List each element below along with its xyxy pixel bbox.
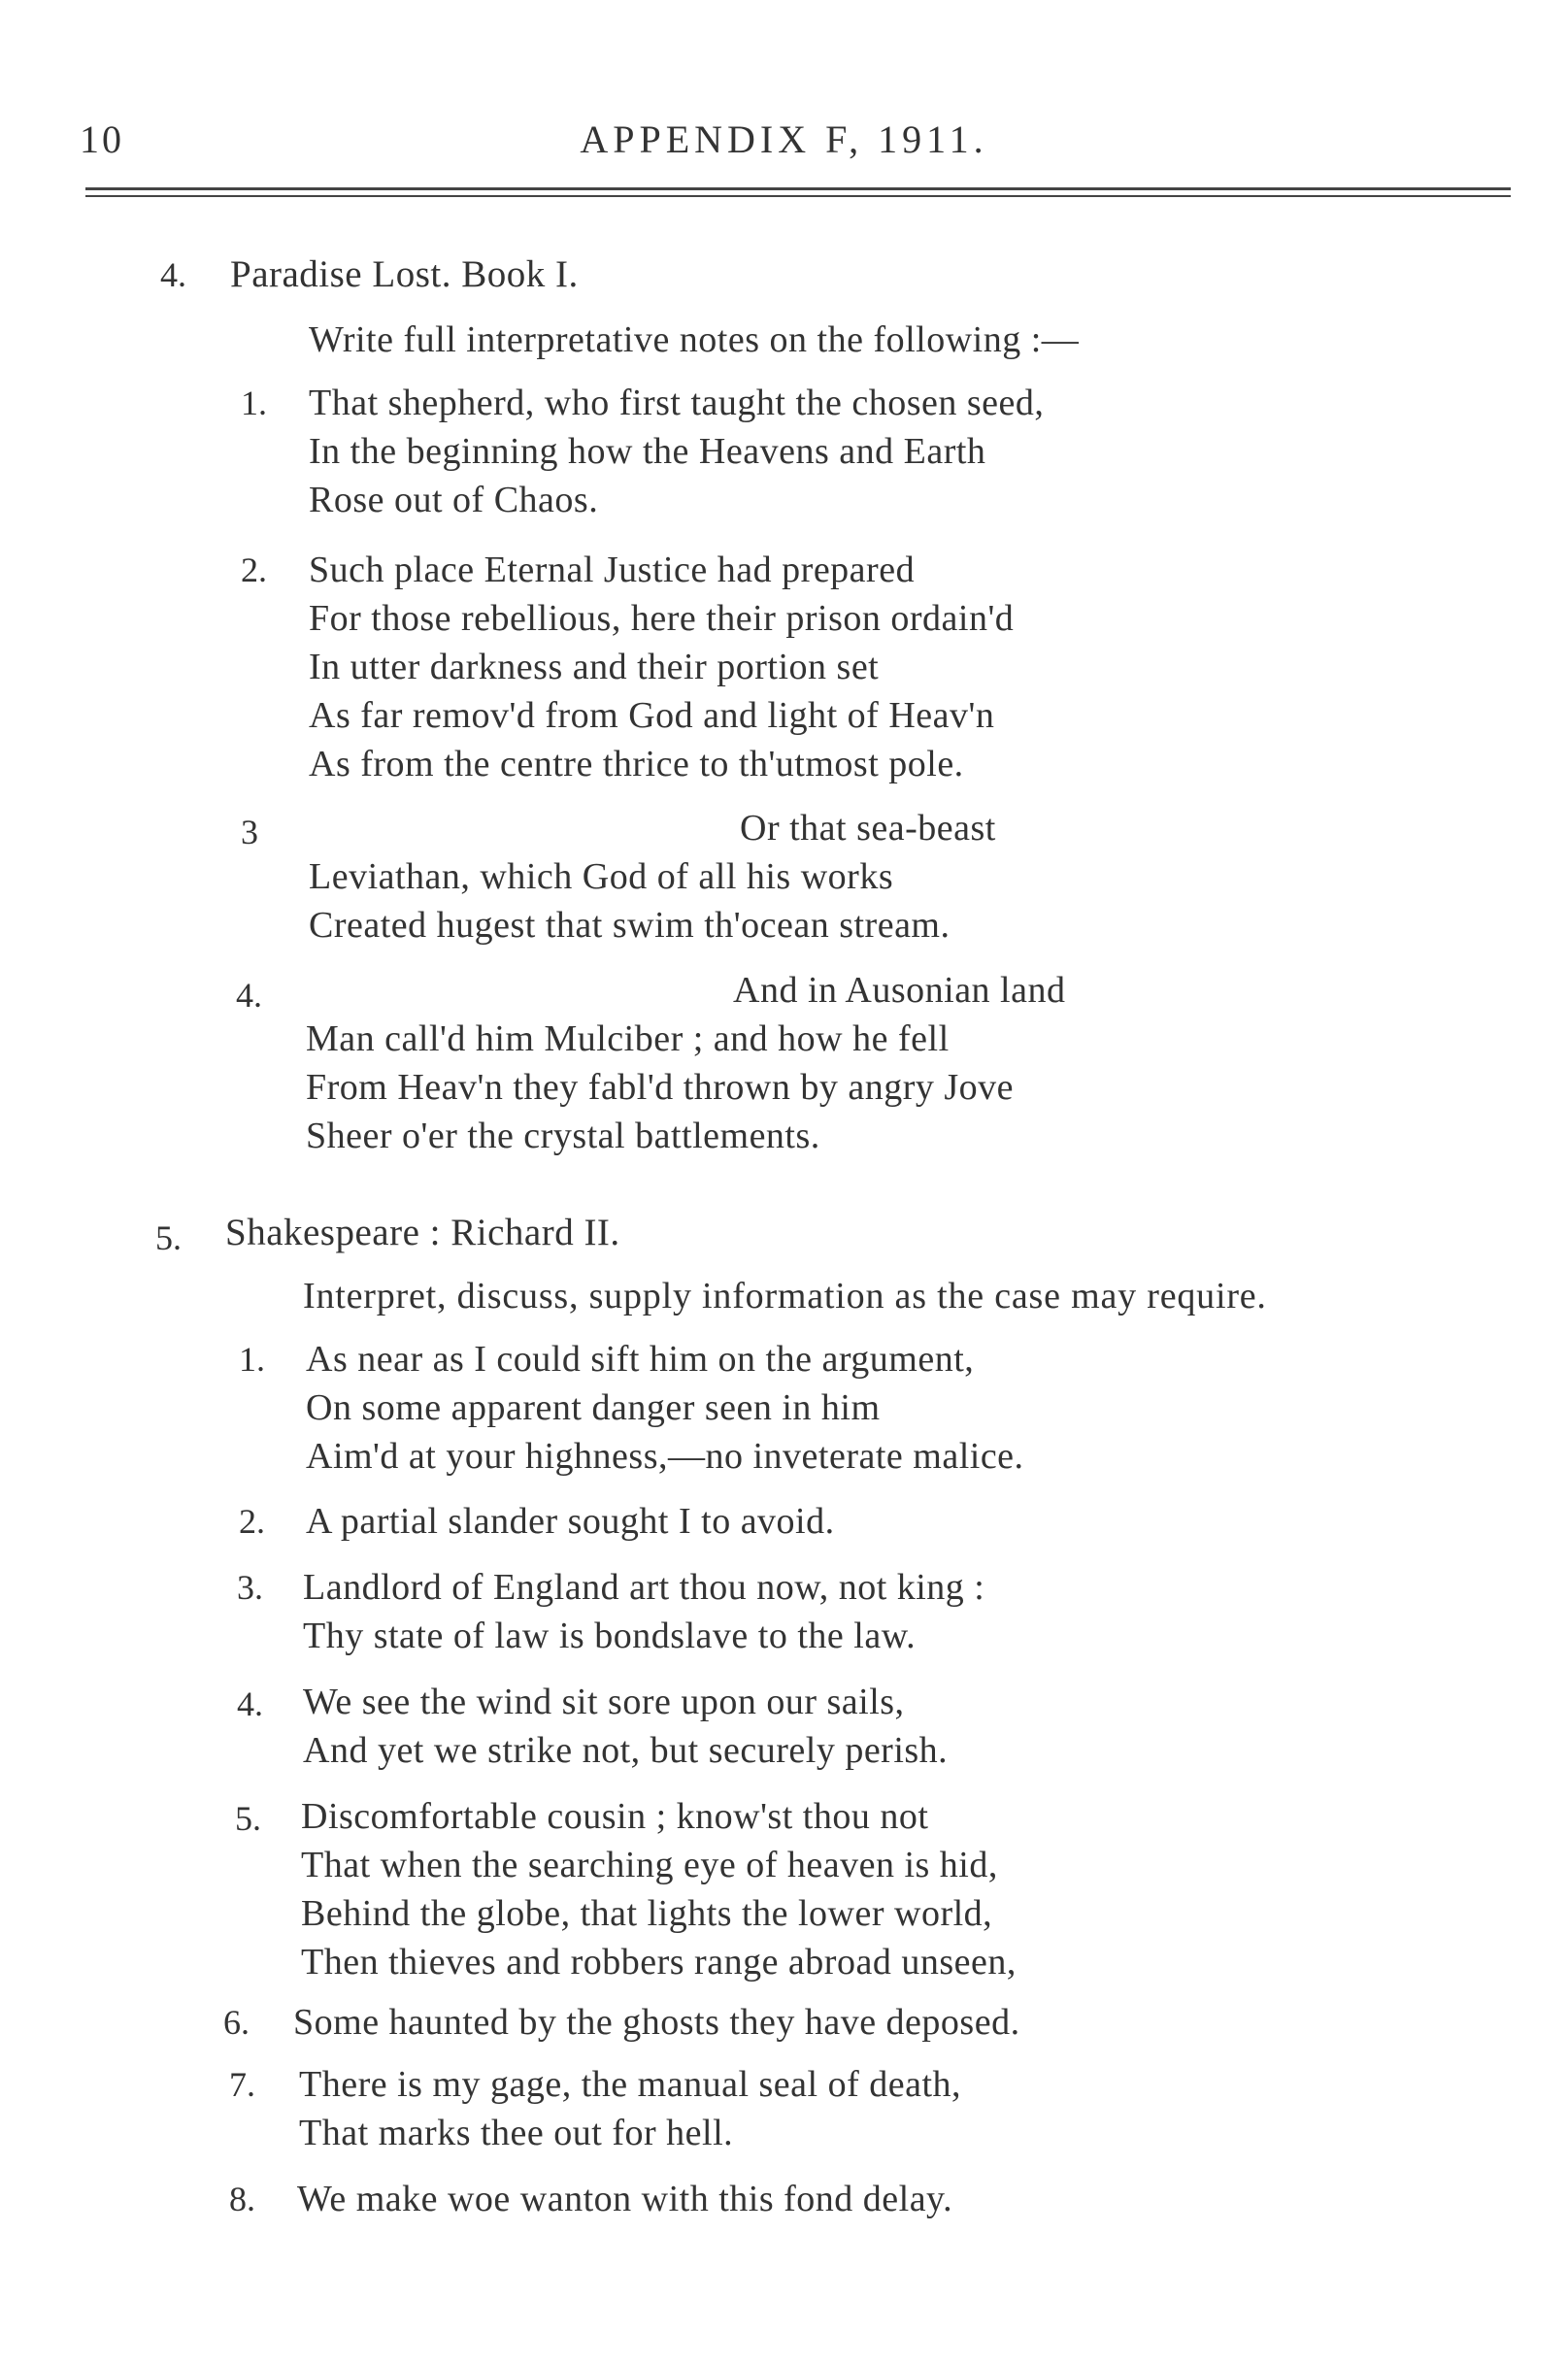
item-number: 4.	[237, 1684, 263, 1723]
quotation	[309, 852, 951, 950]
quote-line: A partial slander sought I to avoid.	[306, 1501, 835, 1542]
quote-line: Man call'd him Mulciber ; and how he fell	[306, 1018, 950, 1059]
page-header	[0, 117, 1568, 175]
quote-line: Sheer o'er the crystal battlements.	[306, 1116, 820, 1156]
quote-line: That when the searching eye of heaven is hid,	[301, 1845, 998, 1885]
quote-line: Such place Eternal Justice had prepared	[309, 550, 916, 590]
quotation	[299, 2060, 961, 2157]
quote-line: Aim'd at your highness,—no inveterate malice.	[306, 1436, 1024, 1477]
quote-line: As far remov'd from God and light of Heav'n	[309, 695, 995, 736]
item-number: 6.	[223, 2003, 250, 2042]
quote-line: We make woe wanton with this fond delay.	[297, 2179, 953, 2219]
item-number: 3	[241, 813, 258, 851]
quotation	[309, 379, 1044, 524]
quote-line: And in Ausonian land	[733, 970, 1066, 1011]
quotation	[306, 1015, 1014, 1160]
item-number: 7.	[229, 2065, 255, 2104]
quote-line: Landlord of England art thou now, not king :	[303, 1567, 985, 1608]
quote-line: Thy state of law is bondslave to the law.	[303, 1616, 917, 1656]
quotation	[301, 1792, 1017, 1986]
quote-line: In utter darkness and their portion set	[309, 647, 880, 687]
quotation	[306, 1335, 1024, 1481]
item-number: 3.	[237, 1568, 263, 1607]
section-title: Paradise Lost. Book I.	[230, 253, 579, 295]
quote-line: And yet we strike not, but securely perish.	[303, 1730, 949, 1771]
quote-line: Then thieves and robbers range abroad unseen,	[301, 1942, 1017, 1983]
quote-line: We see the wind sit sore upon our sails,	[303, 1682, 905, 1722]
running-head: APPENDIX F, 1911.	[580, 117, 988, 161]
quote-line: That shepherd, who first taught the chosen seed,	[309, 383, 1045, 423]
quote-line: Created hugest that swim th'ocean stream.	[309, 905, 951, 946]
quotation	[303, 1563, 984, 1660]
quote-line: Some haunted by the ghosts they have deposed.	[293, 2002, 1020, 2043]
quote-line: There is my gage, the manual seal of death,	[299, 2064, 962, 2105]
quote-line: As from the centre thrice to th'utmost pole.	[309, 744, 964, 784]
item-number: 4.	[236, 976, 262, 1015]
item-number: 5.	[235, 1799, 261, 1838]
item-number: 1.	[241, 383, 267, 422]
header-rule-top	[85, 187, 1511, 190]
quote-line: That marks thee out for hell.	[299, 2113, 734, 2153]
item-number: 2.	[241, 550, 267, 589]
quote-line: Behind the globe, that lights the lower world,	[301, 1893, 993, 1934]
quote-line: As near as I could sift him on the argument,	[306, 1339, 975, 1380]
quote-line: From Heav'n they fabl'd thrown by angry Jove	[306, 1067, 1015, 1108]
quotation	[303, 1678, 948, 1775]
item-number: 1.	[239, 1340, 265, 1379]
section-number: 4.	[160, 255, 186, 294]
quote-line: For those rebellious, here their prison ordain'd	[309, 598, 1015, 639]
quote-line: Rose out of Chaos.	[309, 480, 599, 520]
header-rule-bottom	[85, 195, 1511, 197]
section-number: 5.	[155, 1218, 182, 1257]
section-title: Shakespeare : Richard II.	[225, 1212, 620, 1253]
quote-line: Discomfortable cousin ; know'st thou not	[301, 1796, 929, 1837]
quote-line: Leviathan, which God of all his works	[309, 856, 894, 897]
section-instruction: Write full interpretative notes on the following :—	[309, 319, 1080, 360]
quotation	[309, 546, 1014, 788]
item-number: 8.	[229, 2180, 255, 2218]
quote-line: Or that sea-beast	[740, 808, 996, 849]
page-number: 10	[80, 117, 124, 161]
item-number: 2.	[239, 1502, 265, 1541]
quote-line: On some apparent danger seen in him	[306, 1387, 881, 1428]
quote-line: In the beginning how the Heavens and Earth	[309, 431, 986, 472]
section-instruction: Interpret, discuss, supply information as the case may require.	[303, 1276, 1267, 1316]
